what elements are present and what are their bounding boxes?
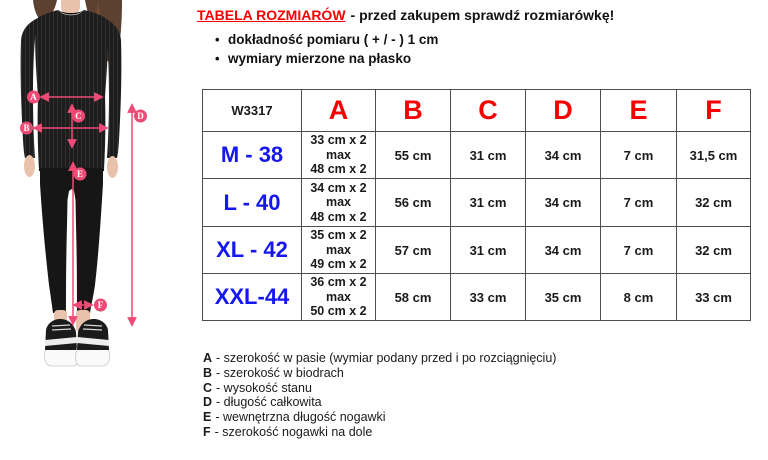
measurement-a: 36 cm x 2 max 50 cm x 2 [302,274,376,321]
measurement-a: 33 cm x 2 max 48 cm x 2 [302,132,376,179]
column-header-a: A [302,90,376,132]
note-text: dokładność pomiaru ( + / - ) 1 cm [228,32,439,47]
column-header-d: D [526,90,601,132]
measurement-d: 34 cm [526,132,601,179]
product-code: W3317 [203,90,302,132]
size-row-m38 [203,132,751,179]
legend-item-b: B - szerokość w biodrach [203,365,344,380]
model-leggings [40,168,103,313]
badge-C: C [75,111,82,122]
size-label: L - 40 [203,179,302,227]
badge-B: B [23,123,30,134]
model-right-arm [106,19,121,158]
badge-D: D [137,111,144,122]
size-row-xxl44 [203,274,751,321]
measurement-a: 34 cm x 2 max 48 cm x 2 [302,179,376,227]
measurement-e: 7 cm [601,132,677,179]
measurement-c: 31 cm [451,227,526,274]
measurement-c: 31 cm [451,132,526,179]
note-item [215,50,438,69]
page-title-highlight: TABELA ROZMIARÓW [197,7,346,23]
measurement-e: 7 cm [601,227,677,274]
legend-item-c: C - wysokość stanu [203,380,312,395]
measurement-b: 55 cm [376,132,451,179]
measurement-f: 31,5 cm [677,132,751,179]
measurement-b: 57 cm [376,227,451,274]
size-label: XL - 42 [203,227,302,274]
model-left-arm [21,19,36,158]
page-title [197,7,614,23]
measurement-c: 31 cm [451,179,526,227]
legend-item-a: A - szerokość w pasie (wymiar podany przed i po rozciągnięciu) [203,351,557,365]
size-label: M - 38 [203,132,302,179]
page-title-rest: - przed zakupem sprawdź rozmiarówkę! [350,7,615,23]
size-row-l40 [203,179,751,227]
column-header-c: C [451,90,526,132]
legend-item-d: D - długość całkowita [203,395,322,410]
measurement-c: 33 cm [451,274,526,321]
size-row-xl42 [203,227,751,274]
right-sneaker [76,319,110,366]
measurement-d: 35 cm [526,274,601,321]
column-header-f: F [677,90,751,132]
measurement-f: 33 cm [677,274,751,321]
model-left-hand [24,155,35,177]
measurement-b: 56 cm [376,179,451,227]
size-table [202,89,751,321]
size-label: XXL-44 [203,274,302,321]
model-photo [0,0,190,375]
column-header-b: B [376,90,451,132]
measurement-legend [203,351,556,440]
bullet-icon: • [215,32,220,47]
measurement-d: 34 cm [526,227,601,274]
measurement-f: 32 cm [677,179,751,227]
badge-E: E [76,169,84,180]
bullet-icon: • [215,50,220,66]
measurement-e: 7 cm [601,179,677,227]
measurement-b: 58 cm [376,274,451,321]
badge-F: F [97,300,104,311]
notes-list [215,31,438,68]
legend-item-e: E - wewnętrzna długość nogawki [203,410,386,425]
column-header-e: E [601,90,677,132]
legend-item-f: F - szerokość nogawki na dole [203,424,373,439]
note-item [215,31,438,50]
measurement-f: 32 cm [677,227,751,274]
size-table-header-row [203,90,751,132]
model-right-hand [107,156,118,178]
measurement-d: 34 cm [526,179,601,227]
note-text: wymiary mierzone na płasko [228,50,412,66]
measurement-a: 35 cm x 2 max 49 cm x 2 [302,227,376,274]
badge-A: A [30,92,37,103]
measurement-e: 8 cm [601,274,677,321]
left-sneaker [44,319,78,366]
